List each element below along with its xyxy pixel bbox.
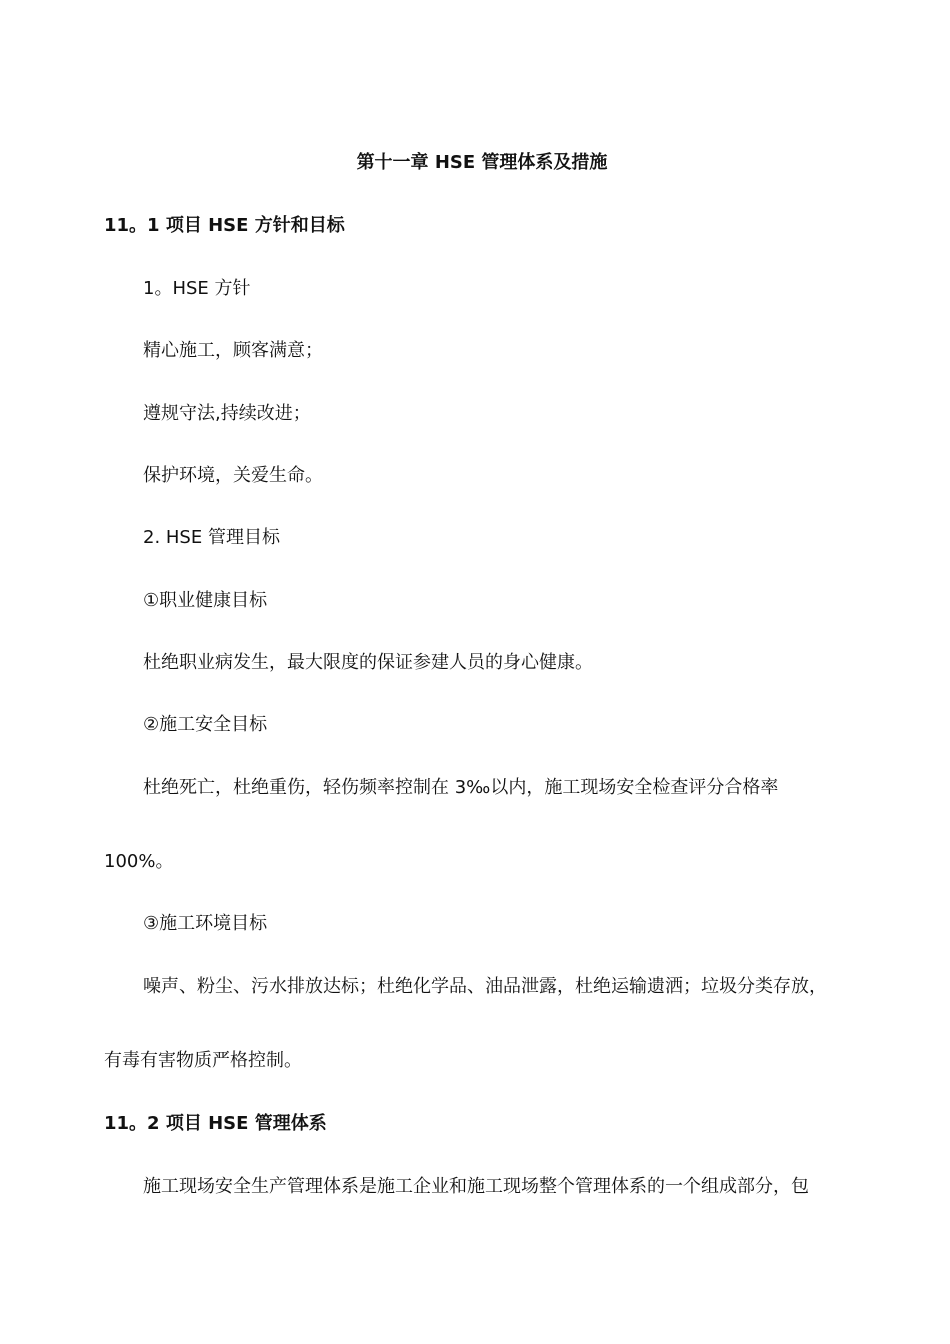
policy-line-3: 保护环境，关爱生命。	[143, 465, 323, 486]
construction-safety-text-line-1: 杜绝死亡，杜绝重伤，轻伤频率控制在 3‰以内，施工现场安全检查评分合格率	[143, 777, 779, 798]
construction-safety-heading: ②施工安全目标	[143, 714, 268, 735]
occupational-health-heading: ①职业健康目标	[143, 590, 268, 611]
construction-environment-text-line-1: 噪声、粉尘、污水排放达标；杜绝化学品、油品泄露，杜绝运输遗洒；垃圾分类存放，	[143, 976, 827, 997]
occupational-health-text: 杜绝职业病发生，最大限度的保证参建人员的身心健康。	[143, 652, 593, 673]
goals-heading: 2. HSE 管理目标	[143, 527, 280, 548]
construction-environment-text-line-2: 有毒有害物质严格控制。	[104, 1050, 302, 1071]
chapter-title: 第十一章 HSE 管理体系及措施	[356, 152, 608, 173]
construction-environment-heading: ③施工环境目标	[143, 913, 268, 934]
policy-heading: 1。HSE 方针	[143, 278, 251, 299]
section-2-heading: 11。2 项目 HSE 管理体系	[104, 1113, 327, 1134]
policy-line-2: 遵规守法,持续改进；	[143, 403, 311, 424]
construction-safety-text-line-2: 100%。	[104, 851, 174, 872]
section-1-heading: 11。1 项目 HSE 方针和目标	[104, 215, 345, 236]
policy-line-1: 精心施工，顾客满意；	[143, 340, 323, 361]
section-2-text-line-1: 施工现场安全生产管理体系是施工企业和施工现场整个管理体系的一个组成部分，包	[143, 1176, 809, 1197]
